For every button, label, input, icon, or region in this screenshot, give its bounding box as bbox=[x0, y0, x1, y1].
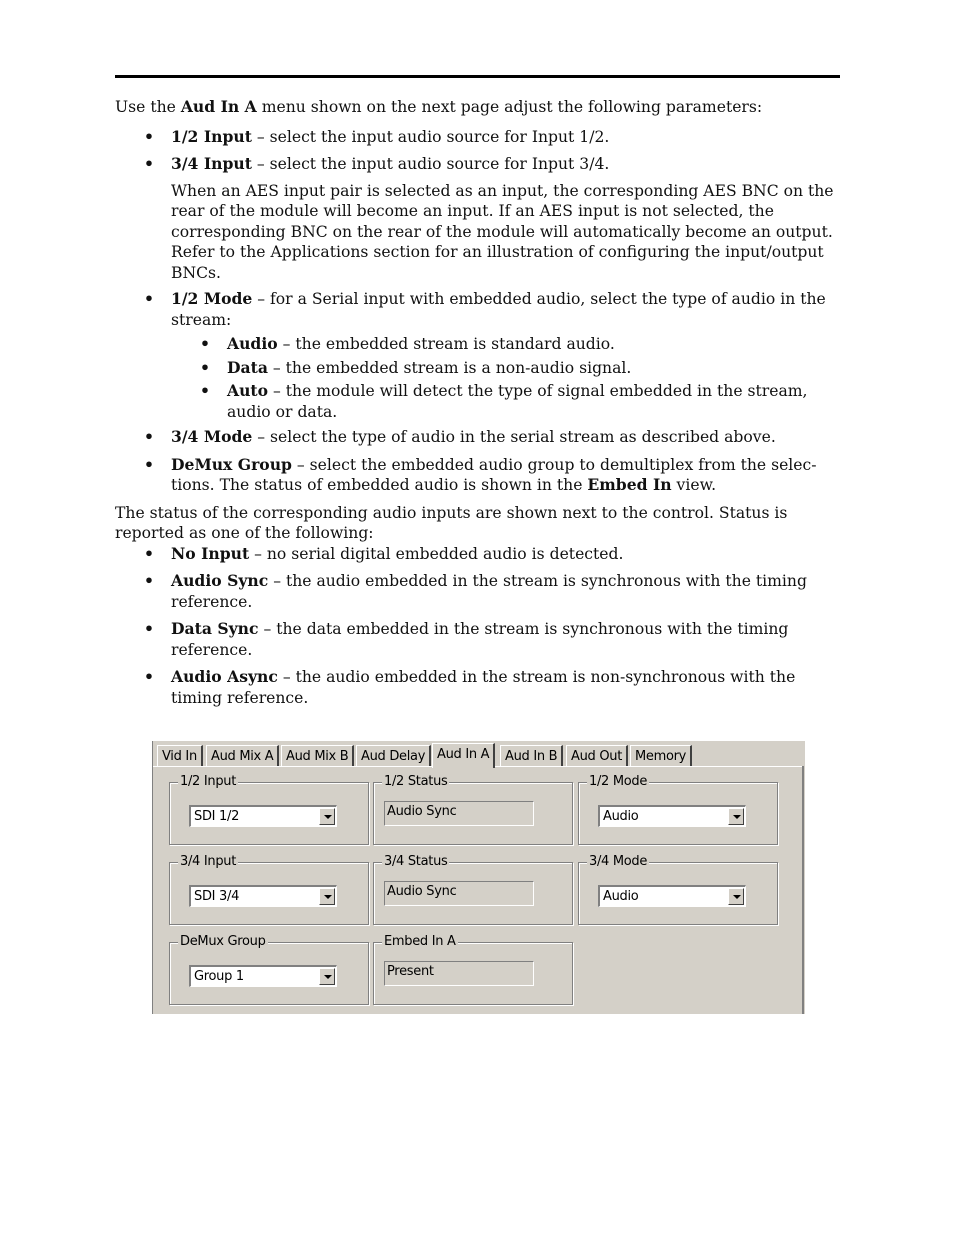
bullet-audio-async: • Audio Async – the audio embedded in the stream is non-synchronous with the timing reference. bbox=[115, 667, 845, 708]
chevron-down-icon[interactable] bbox=[728, 888, 744, 905]
input12-select[interactable] bbox=[189, 805, 337, 827]
status34-group bbox=[373, 854, 573, 925]
panel-right-edge bbox=[802, 766, 804, 1014]
input34-label: 3/4 Input bbox=[180, 854, 237, 869]
demux-select[interactable] bbox=[189, 965, 337, 987]
intro-paragraph: Use the Aud In A menu shown on the next page adjust the following parameters: bbox=[115, 97, 763, 116]
embed-label: Embed In A bbox=[384, 934, 456, 949]
aud-in-a-panel bbox=[152, 741, 805, 1014]
bullet-audio-sync: • Audio Sync – the audio embedded in the stream is synchronous with the timing reference. bbox=[115, 571, 845, 612]
mode12-group bbox=[578, 774, 778, 845]
chevron-down-icon[interactable] bbox=[319, 808, 335, 825]
embed-value: Present bbox=[384, 961, 534, 986]
bullet-demux: • DeMux Group – select the embedded audio group to demultiplex from the selec-tions. The status of embedded audio is shown in the Embed In view. bbox=[115, 455, 845, 496]
mode12-value: Audio bbox=[603, 809, 639, 824]
status-intro: The status of the corresponding audio inputs are shown next to the control. Status is reported as one of the following: bbox=[115, 503, 788, 542]
input12-value: SDI 1/2 bbox=[194, 809, 240, 824]
bullet-input34: • 3/4 Input – select the input audio source for Input 3/4. bbox=[115, 154, 845, 175]
input12-label: 1/2 Input bbox=[180, 774, 237, 789]
chevron-down-icon[interactable] bbox=[728, 808, 744, 825]
bullet-no-input: • No Input – no serial digital embedded audio is detected. bbox=[115, 544, 845, 565]
status34-value: Audio Sync bbox=[384, 881, 534, 906]
tab-vid-in[interactable]: Vid In bbox=[157, 745, 203, 767]
header-rule bbox=[115, 75, 840, 78]
status12-value: Audio Sync bbox=[384, 801, 534, 826]
status12-group bbox=[373, 774, 573, 845]
bullet-data-sync: • Data Sync – the data embedded in the stream is synchronous with the timing reference. bbox=[115, 619, 845, 660]
demux-label: DeMux Group bbox=[180, 934, 266, 949]
tab-aud-mix-a[interactable]: Aud Mix A bbox=[206, 745, 279, 767]
demux-value: Group 1 bbox=[194, 969, 244, 984]
status34-label: 3/4 Status bbox=[384, 854, 448, 869]
chevron-down-icon[interactable] bbox=[319, 968, 335, 985]
embed-group bbox=[373, 934, 573, 1005]
tab-aud-in-b[interactable]: Aud In B bbox=[500, 745, 563, 767]
tab-aud-in-a[interactable]: Aud In A bbox=[432, 743, 495, 768]
demux-group bbox=[169, 934, 369, 1005]
input34-value: SDI 3/4 bbox=[194, 889, 240, 904]
sub-bullet-data: • Data – the embedded stream is a non-audio signal. bbox=[115, 358, 845, 379]
bullet-mode34: • 3/4 Mode – select the type of audio in the serial stream as described above. bbox=[115, 427, 845, 448]
input34-select[interactable] bbox=[189, 885, 337, 907]
bullet-input12: • 1/2 Input – select the input audio source for Input 1/2. bbox=[115, 127, 845, 148]
tab-aud-mix-b[interactable]: Aud Mix B bbox=[281, 745, 354, 767]
mode12-select[interactable] bbox=[598, 805, 746, 827]
sub-bullet-audio: • Audio – the embedded stream is standard audio. bbox=[115, 334, 845, 355]
input12-group bbox=[169, 774, 369, 845]
tab-aud-out[interactable]: Aud Out bbox=[566, 745, 628, 767]
input34-group bbox=[169, 854, 369, 925]
status12-label: 1/2 Status bbox=[384, 774, 448, 789]
tab-memory[interactable]: Memory bbox=[630, 745, 692, 767]
mode34-label: 3/4 Mode bbox=[589, 854, 648, 869]
mode34-group bbox=[578, 854, 778, 925]
mode12-label: 1/2 Mode bbox=[589, 774, 648, 789]
bullet-mode12: • 1/2 Mode – for a Serial input with embedded audio, select the type of audio in the stream: bbox=[115, 289, 845, 330]
document-body bbox=[115, 97, 845, 715]
mode34-select[interactable] bbox=[598, 885, 746, 907]
chevron-down-icon[interactable] bbox=[319, 888, 335, 905]
aes-note: When an AES input pair is selected as an input, the corresponding AES BNC on the rear of the module will become an input. If an AES input is not selected, the corresponding BNC on the rear of the module will automatically become an output. Refer to the Applications section for an illustration of configuring the input/output BNCs. bbox=[171, 181, 834, 282]
mode34-value: Audio bbox=[603, 889, 639, 904]
sub-bullet-auto: • Auto – the module will detect the type of signal embedded in the stream, audio or data. bbox=[115, 381, 845, 422]
tab-aud-delay[interactable]: Aud Delay bbox=[356, 745, 431, 767]
